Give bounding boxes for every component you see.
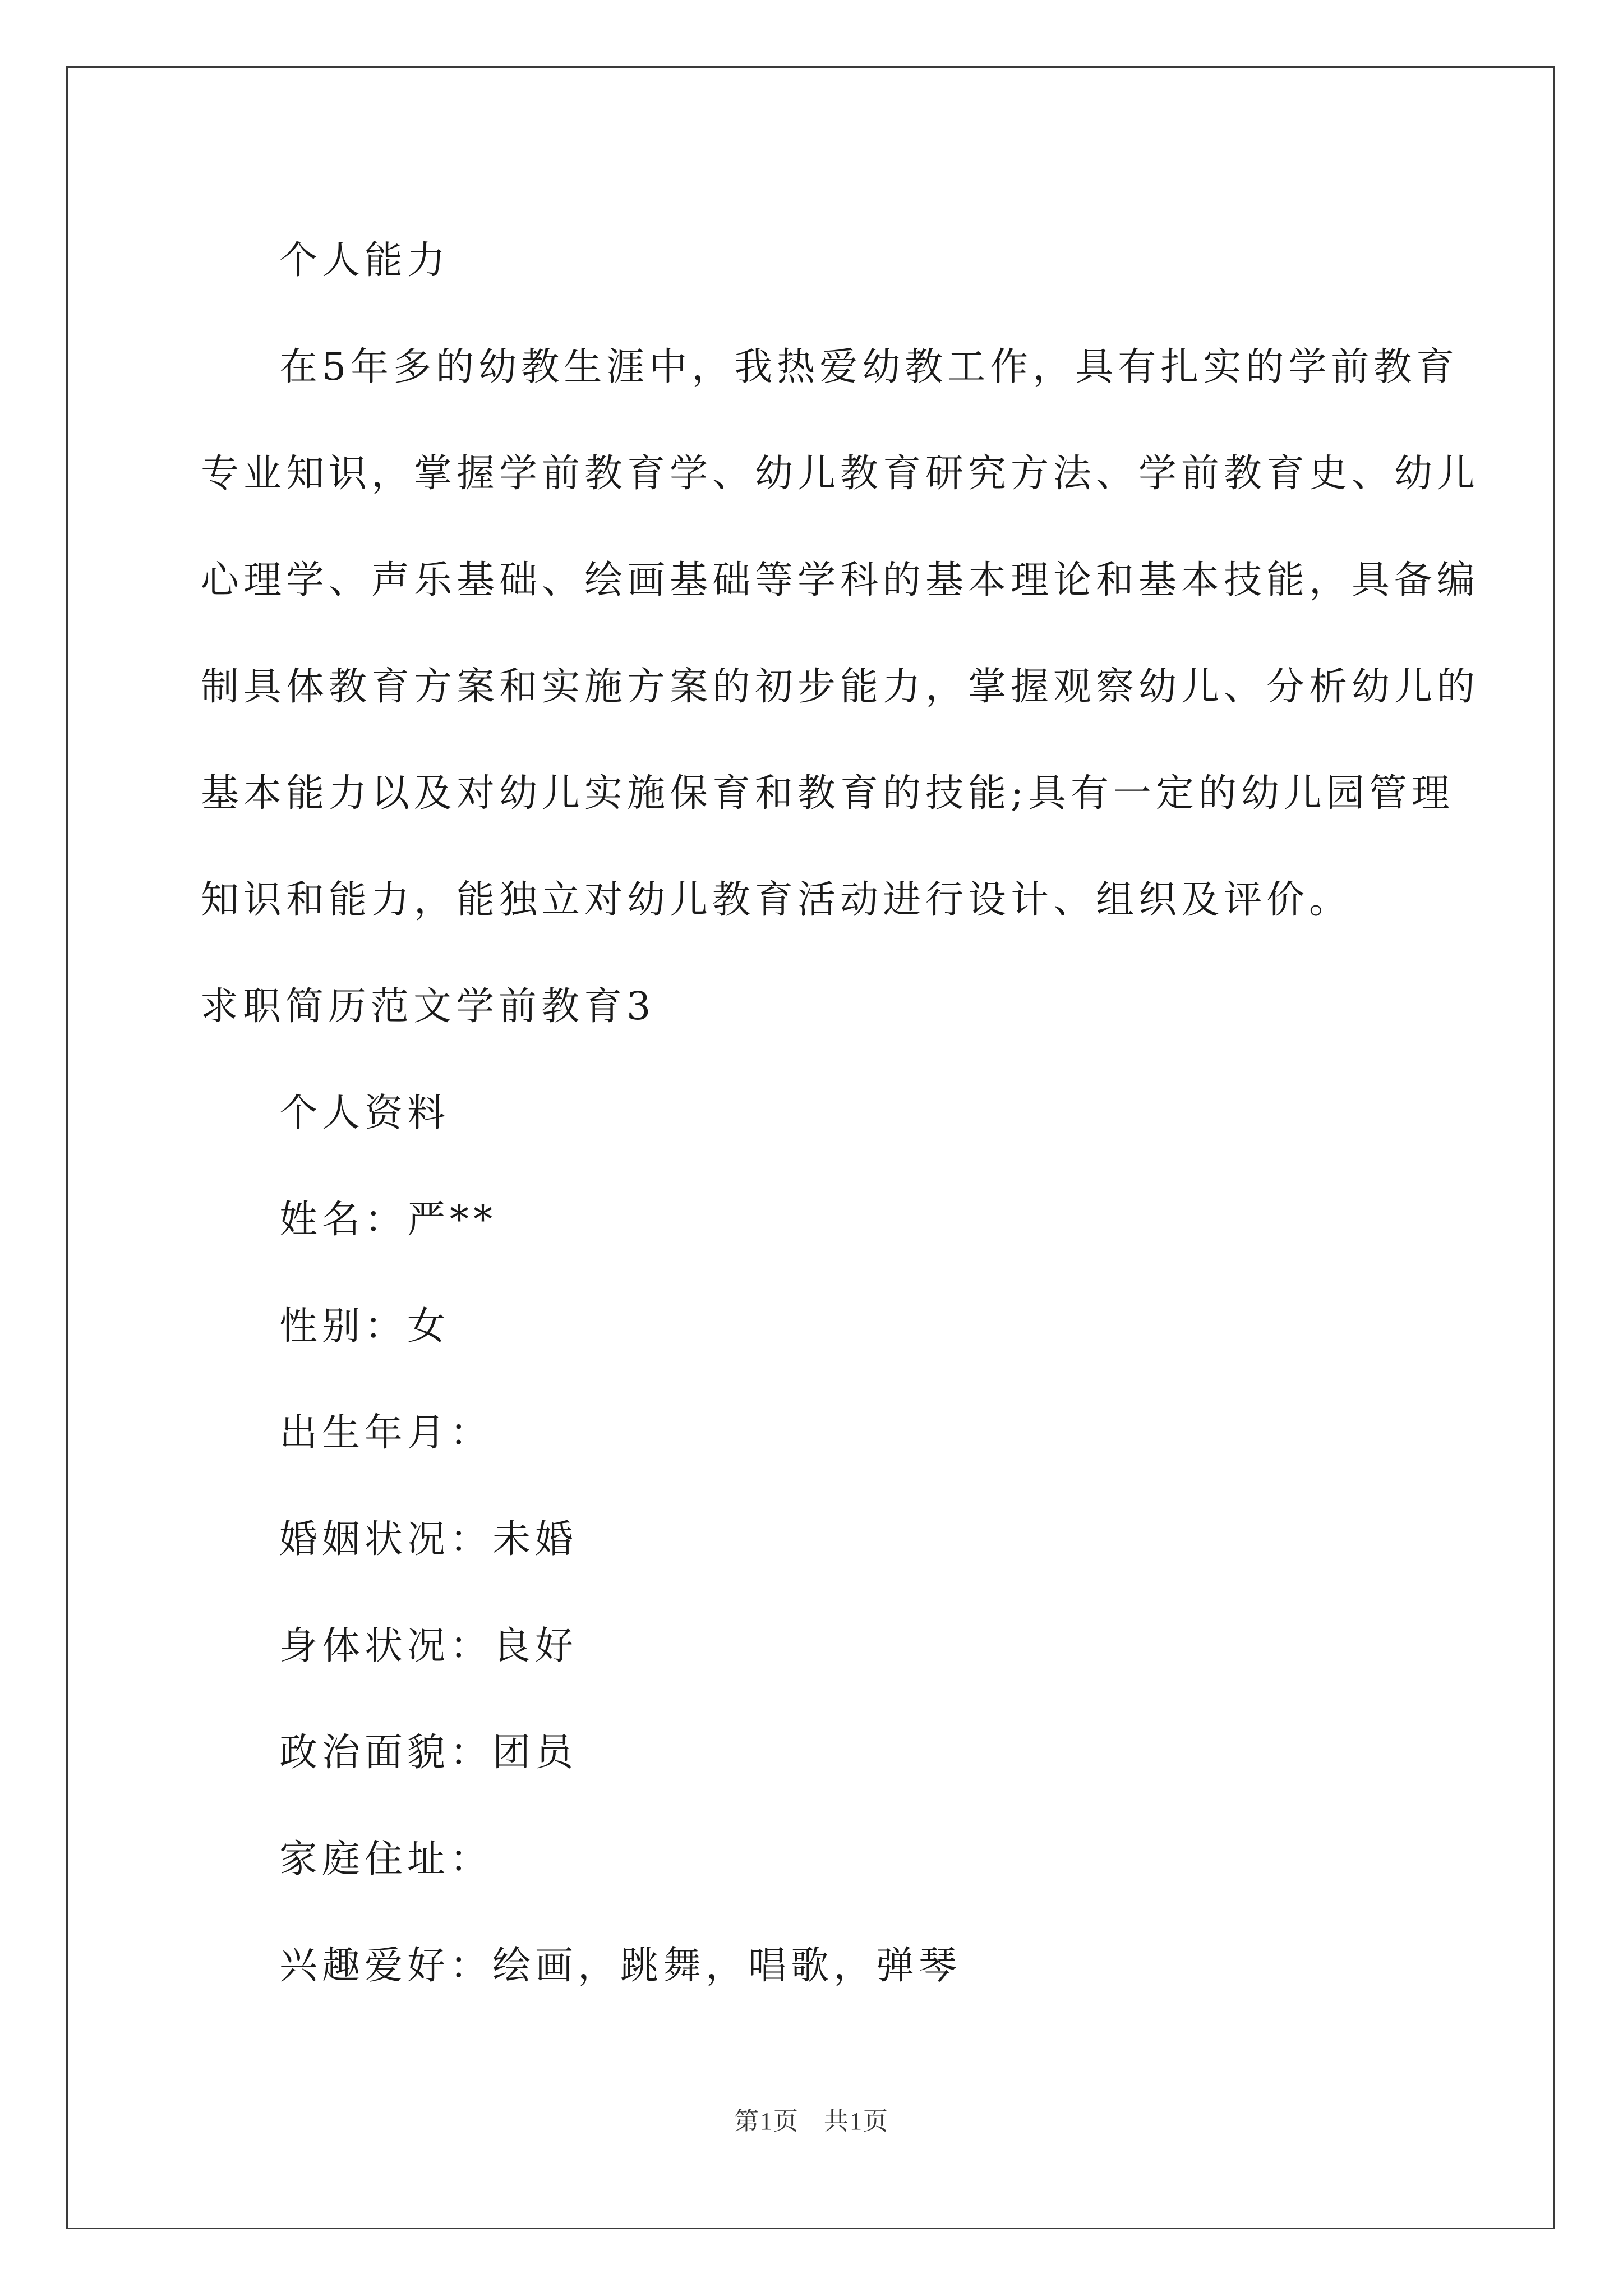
profile-field-marital: 婚姻状况：未婚 (279, 1517, 578, 1562)
profile-field-address: 家庭住址： (279, 1837, 493, 1881)
paragraph-line: 基本能力以及对幼儿实施保育和教育的技能;具有一定的幼儿园管理 (201, 771, 1454, 816)
profile-field-political: 政治面貌：团员 (279, 1731, 578, 1775)
paragraph-line: 知识和能力，能独立对幼儿教育活动进行设计、组织及评价。 (201, 878, 1352, 922)
resume-title: 求职简历范文学前教育3 (200, 984, 656, 1029)
profile-field-gender: 性别：女 (279, 1304, 450, 1349)
profile-field-name: 姓名：严** (279, 1198, 497, 1242)
profile-field-hobbies: 兴趣爱好：绘画，跳舞，唱歌，弹琴 (279, 1944, 962, 1988)
page-total: 共1页 (824, 2108, 889, 2135)
document-body (200, 208, 1480, 2019)
section-heading-ability: 个人能力 (279, 238, 450, 283)
profile-field-health: 身体状况：良好 (279, 1624, 578, 1668)
profile-field-birth: 出生年月： (279, 1411, 493, 1455)
paragraph-line: 专业知识，掌握学前教育学、幼儿教育研究方法、学前教育史、幼儿 (201, 452, 1480, 496)
paragraph-line: 心理学、声乐基础、绘画基础等学科的基本理论和基本技能，具备编 (201, 558, 1480, 602)
section-heading-profile: 个人资料 (279, 1091, 450, 1135)
page-footer (0, 2101, 1623, 2137)
paragraph-line: 在5年多的幼教生涯中，我热爱幼教工作，具有扎实的学前教育 (279, 345, 1459, 389)
paragraph-line: 制具体教育方案和实施方案的初步能力，掌握观察幼儿、分析幼儿的 (201, 665, 1480, 709)
page-number: 第1页 (734, 2108, 799, 2135)
